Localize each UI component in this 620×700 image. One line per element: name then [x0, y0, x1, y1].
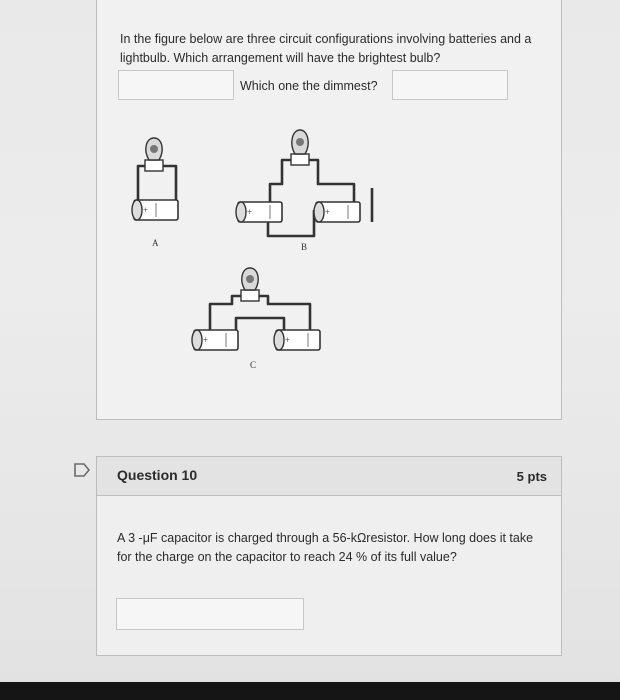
circuit-c-battery-right-icon [274, 330, 320, 350]
flag-question-icon[interactable] [74, 463, 90, 477]
circuit-a-bulb-icon [145, 138, 163, 171]
question-10-text: A 3 -μF capacitor is charged through a 56-kΩresistor. How long does it take for the charge on the capacitor to reach 24 % of its full value? [117, 531, 534, 564]
circuit-a-wire-right [162, 166, 176, 204]
circuit-b-battery-right-sign: + [325, 207, 331, 217]
circuit-b-battery-left-sign: + [247, 207, 253, 217]
circuit-c-battery-right-sign: + [285, 335, 291, 345]
question-9-text: In the figure below are three circuit configurations involving batteries and a lightbulb. Which arrangement will have the brightest bulb? [120, 32, 532, 65]
circuit-c-label: C [250, 360, 257, 370]
question-10-answer-input[interactable] [116, 598, 304, 630]
circuit-b-wire-left [270, 160, 292, 204]
question-10-card [96, 496, 562, 656]
dimmest-question-label: Which one the dimmest? [240, 79, 378, 93]
circuit-b-battery-left-icon [236, 202, 282, 222]
circuit-a-label: A [152, 238, 159, 248]
circuit-c-battery-left-sign: + [203, 335, 209, 345]
circuit-b-bulb-icon [291, 130, 309, 165]
circuit-b-label: B [301, 242, 308, 252]
question-10-header [96, 456, 562, 496]
question-10-title: Question 10 [117, 467, 198, 483]
circuit-b-wire-right [308, 160, 354, 204]
circuit-a-battery-icon [132, 200, 178, 220]
circuit-b-battery-right-icon [314, 202, 360, 222]
circuit-c-battery-left-icon [192, 330, 238, 350]
circuit-a-battery-sign: + [143, 205, 149, 215]
question-10-points: 5 pts [516, 469, 547, 484]
circuit-c-bulb-icon [241, 268, 259, 301]
screen-bezel [0, 682, 620, 700]
